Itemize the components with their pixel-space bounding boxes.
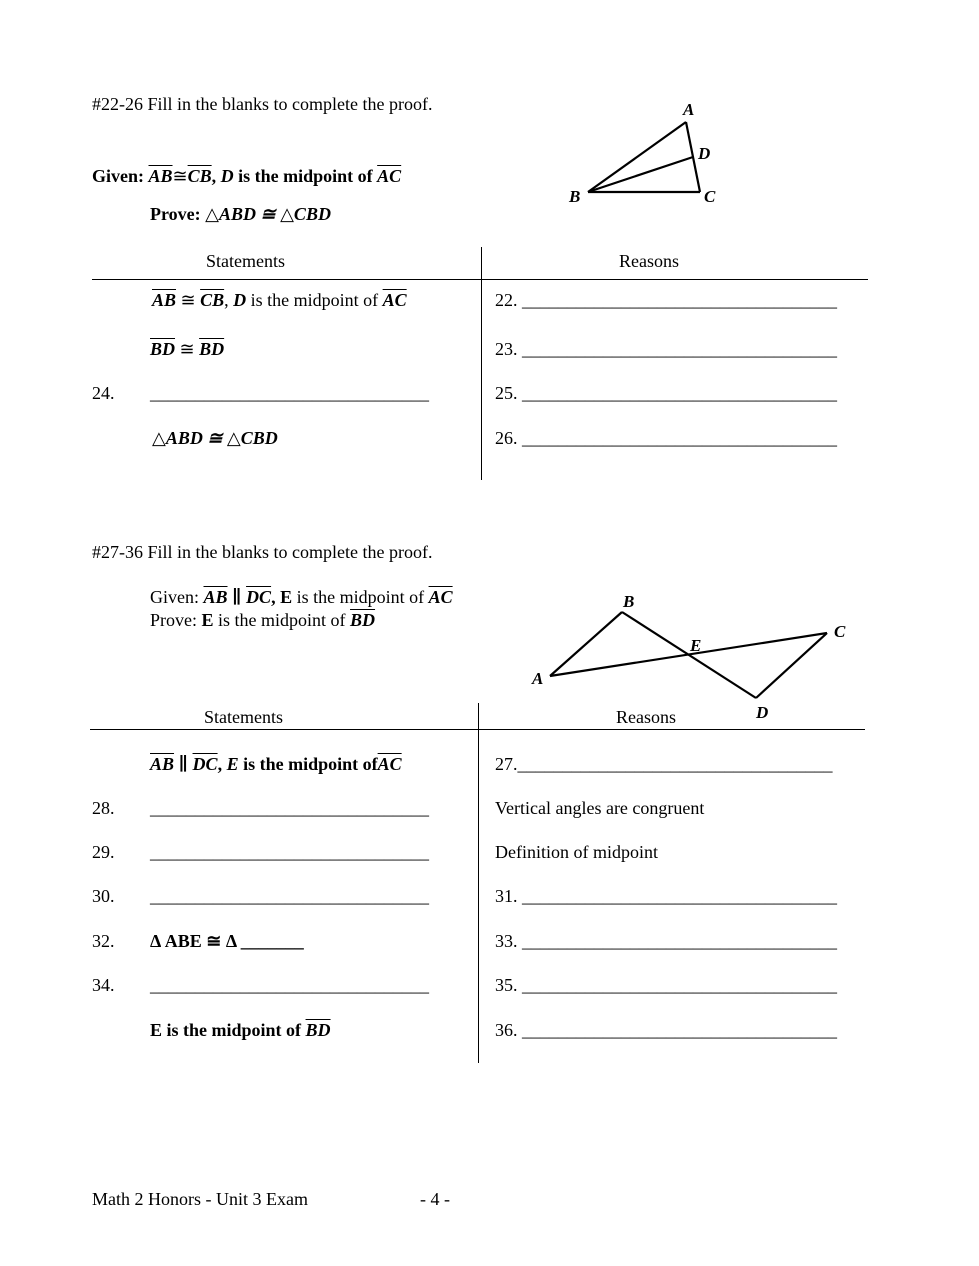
congruent-symbol: ≅ bbox=[179, 339, 195, 359]
congruent-symbol: ≅ bbox=[180, 290, 196, 310]
reason-blank-31[interactable]: 31. ___________________________________ bbox=[495, 886, 837, 906]
statement-blank-32[interactable]: _______ bbox=[240, 931, 304, 951]
prove-label: Prove: bbox=[150, 204, 201, 224]
table1-column-divider bbox=[481, 247, 482, 480]
footer-course: Math 2 Honors - Unit 3 Exam bbox=[92, 1189, 308, 1209]
prove-label: Prove: bbox=[150, 610, 197, 630]
given-segment-cb: $\overline{CB}$ bbox=[187, 166, 212, 186]
reason-blank-35[interactable]: 35. ___________________________________ bbox=[495, 975, 837, 995]
row-number-34: 34. bbox=[92, 975, 115, 995]
label-c: C bbox=[704, 187, 716, 206]
statement-blank-30[interactable]: _______________________________ bbox=[150, 886, 429, 906]
prove-midpoint-text: is the midpoint of bbox=[218, 610, 346, 630]
table2-column-divider bbox=[478, 703, 479, 1063]
stmt-point-e: E bbox=[150, 1020, 163, 1040]
table1-row4-statement: △ABD ≅ △CBD bbox=[152, 428, 278, 448]
section1-instruction: #22-26 Fill in the blanks to complete the proof. bbox=[92, 94, 433, 114]
stmt-triangle-abe: Δ ABE ≅ Δ bbox=[150, 931, 237, 951]
label-b: B bbox=[569, 187, 581, 206]
table2-row1-statement: $\overline{AB}$ ∥ $\overline{DC}$, E is the midpoint $of\overline{AC}$ bbox=[150, 754, 402, 774]
stmt-segment-ac: $\overline{AC}$ bbox=[382, 290, 407, 310]
table1-header-statements: Statements bbox=[206, 251, 285, 271]
table2-row7-statement bbox=[150, 1021, 331, 1039]
label-d: D bbox=[698, 144, 711, 163]
stmt-segment-bd: $\overline{BD}$ bbox=[150, 339, 176, 359]
reason-blank-22[interactable]: 22. ___________________________________ bbox=[495, 290, 837, 310]
statement-blank-29[interactable]: _______________________________ bbox=[150, 842, 429, 862]
reason-blank-23[interactable]: 23. ___________________________________ bbox=[495, 339, 837, 359]
statement-blank-24[interactable]: _______________________________ bbox=[150, 383, 429, 403]
stmt-segment-bd: $\overline{BD}$ bbox=[305, 1020, 331, 1040]
prove-statement: △ABD ≅ △CBD bbox=[205, 204, 331, 224]
stmt-point-e: E bbox=[226, 754, 239, 774]
reason-blank-25[interactable]: 25. ___________________________________ bbox=[495, 383, 837, 403]
stmt-segment-dc: $\overline{DC}$ bbox=[192, 754, 218, 774]
given-midpoint-text: is the midpoint of bbox=[238, 166, 373, 186]
congruent-symbol: ≅ bbox=[172, 166, 188, 186]
given-point-e: E bbox=[280, 587, 293, 607]
given-segment-ab: $\overline{AB}$ bbox=[148, 166, 173, 186]
parallel-symbol: ∥ bbox=[232, 587, 242, 607]
footer-page-number: - 4 - bbox=[420, 1189, 450, 1209]
table1-header-reasons: Reasons bbox=[619, 251, 679, 271]
label-c: C bbox=[834, 622, 846, 641]
row-number-32: 32. bbox=[92, 931, 115, 951]
table2-row5-statement bbox=[150, 932, 304, 950]
given-segment-dc: $\overline{DC}$ bbox=[246, 587, 272, 607]
bowtie-diagram bbox=[520, 588, 860, 728]
prove-point-e: E bbox=[201, 610, 214, 630]
section2-instruction: #27-36 Fill in the blanks to complete the proof. bbox=[92, 542, 433, 562]
row-number-24: 24. bbox=[92, 383, 115, 403]
reason-vertical-angles: Vertical angles are congruent bbox=[495, 798, 705, 818]
stmt-midpoint-text: is the midpoint of bbox=[250, 290, 379, 310]
given-segment-ac: $\overline{AC}$ bbox=[377, 166, 402, 186]
segment-ab bbox=[588, 122, 686, 192]
stmt-comma: , bbox=[224, 290, 229, 310]
given-midpoint-text: is the midpoint of bbox=[296, 587, 425, 607]
given-segment-ab: $\overline{AB}$ bbox=[203, 587, 228, 607]
reason-blank-26[interactable]: 26. ___________________________________ bbox=[495, 428, 837, 448]
label-b: B bbox=[623, 592, 635, 611]
parallel-symbol: ∥ bbox=[178, 754, 189, 774]
given-segment-ac: $\overline{AC}$ bbox=[428, 587, 453, 607]
section2-prove bbox=[150, 611, 375, 629]
label-e: E bbox=[690, 636, 702, 655]
label-d: D bbox=[756, 703, 769, 722]
row-number-30: 30. bbox=[92, 886, 115, 906]
reason-blank-36[interactable]: 36. ___________________________________ bbox=[495, 1020, 837, 1040]
stmt-midpoint-text: is the midpoint of bbox=[166, 1020, 302, 1040]
stmt-segment-ab: $\overline{AB}$ bbox=[150, 754, 175, 774]
reason-blank-27[interactable]: 27.___________________________________ bbox=[495, 754, 833, 774]
section2-given: Given: $\overline{AB}$ ∥ $\overline{DC}$, E is the midpoint of $\overline{AC}$ bbox=[150, 587, 453, 607]
label-a: A bbox=[532, 669, 544, 688]
section1-given bbox=[92, 167, 401, 185]
table2-header-reasons: Reasons bbox=[616, 707, 676, 727]
given-point-d: D bbox=[220, 166, 234, 186]
reason-definition-midpoint: Definition of midpoint bbox=[495, 842, 658, 862]
stmt-segment-bd-2: $\overline{BD}$ bbox=[199, 339, 225, 359]
stmt-midpoint-text: is the midpoint of bbox=[243, 754, 378, 774]
statement-blank-28[interactable]: _______________________________ bbox=[150, 798, 429, 818]
triangle-abd-diagram bbox=[560, 95, 730, 210]
table1-row1-statement bbox=[152, 291, 407, 309]
label-a: A bbox=[683, 100, 695, 119]
stmt-segment-ab: $\overline{AB}$ bbox=[152, 290, 177, 310]
stmt-point-d: D bbox=[233, 290, 247, 310]
table1-header-divider bbox=[92, 279, 868, 280]
segment-bd bbox=[588, 157, 693, 192]
table2-header-statements: Statements bbox=[204, 707, 283, 727]
stmt-segment-ac: $\overline{AC}$ bbox=[377, 754, 402, 774]
section1-prove bbox=[150, 205, 331, 223]
given-comma: , bbox=[211, 166, 217, 186]
row-number-29: 29. bbox=[92, 842, 115, 862]
reason-blank-33[interactable]: 33. ___________________________________ bbox=[495, 931, 837, 951]
table1-row2-statement bbox=[150, 340, 224, 358]
statement-blank-34[interactable]: _______________________________ bbox=[150, 975, 429, 995]
row-number-28: 28. bbox=[92, 798, 115, 818]
prove-segment-bd: $\overline{BD}$ bbox=[350, 610, 376, 630]
given-label: Given: bbox=[150, 587, 199, 607]
given-label: Given: bbox=[92, 166, 144, 186]
stmt-segment-cb: $\overline{CB}$ bbox=[200, 290, 225, 310]
